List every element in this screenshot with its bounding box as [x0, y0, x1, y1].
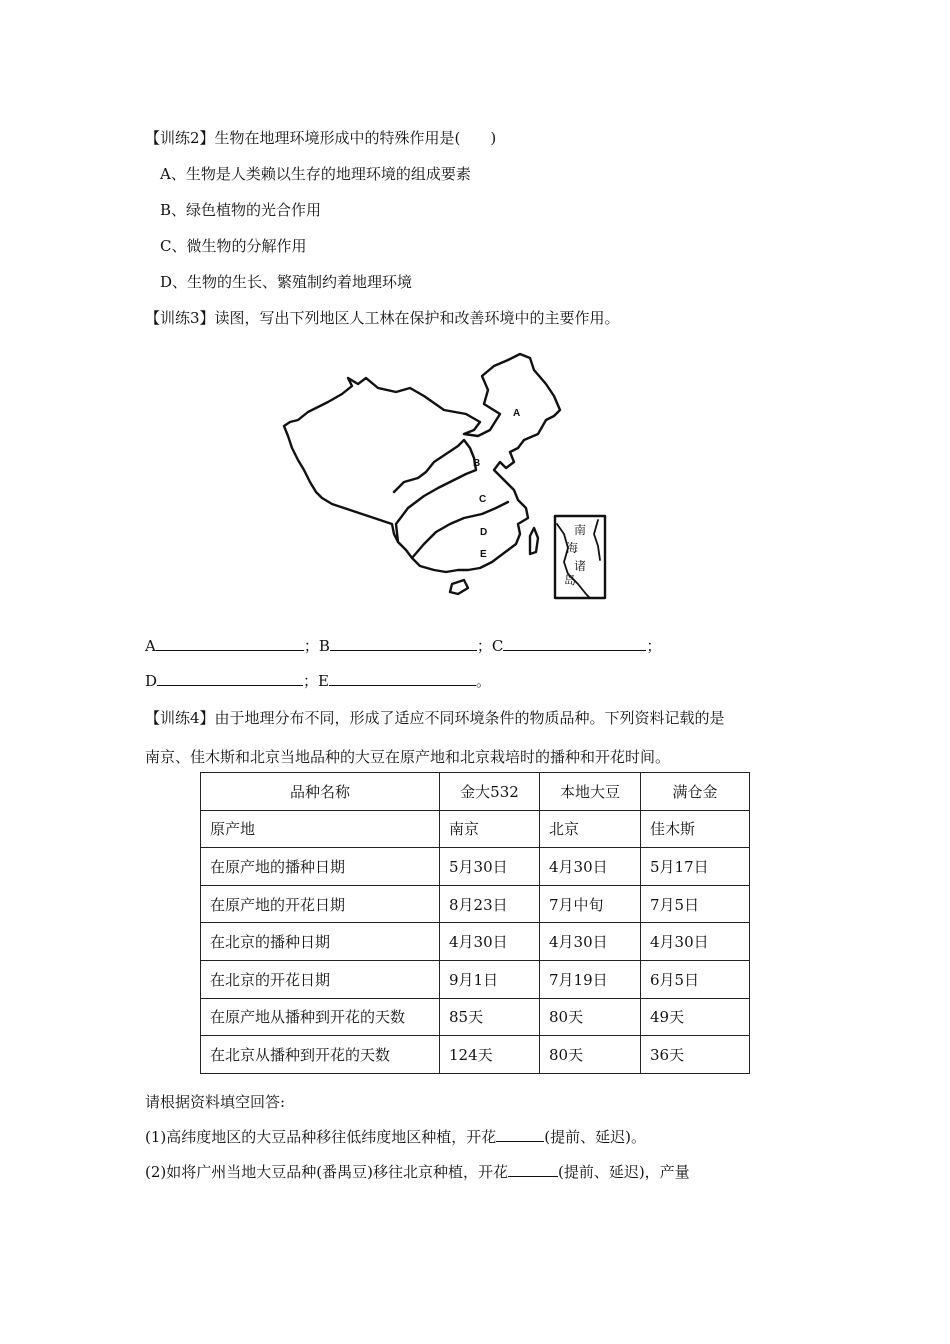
map-label-c: C: [479, 494, 487, 505]
q2-option-d: D、生物的生长、繁殖制约着地理环境: [160, 273, 413, 291]
map-label-b: B: [473, 458, 481, 469]
answer-b-blank[interactable]: [330, 636, 477, 651]
answer-c-end: ；: [646, 637, 662, 655]
q4-intro-line-2: 南京、佳木斯和北京当地品种的大豆在原产地和北京栽培时的播种和开花时间。: [145, 748, 671, 766]
table-cell: 原产地: [201, 810, 440, 848]
q2-question: [145, 127, 496, 148]
table-row: [201, 998, 750, 1036]
china-outline: [284, 354, 560, 572]
inset-coast-east: [594, 520, 600, 560]
table-cell: 在北京的播种日期: [201, 923, 440, 961]
header-cell: 金大532: [440, 773, 540, 811]
inset-char-2: 海: [566, 541, 579, 555]
table-cell: 6月5日: [641, 960, 750, 998]
q2-option-c: C、微生物的分解作用: [160, 237, 307, 255]
table-cell: 在原产地的播种日期: [201, 848, 440, 886]
sub1-choices: (提前、延迟)。: [544, 1128, 646, 1146]
answer-d-blank[interactable]: [157, 671, 303, 686]
china-map: [268, 348, 613, 604]
table-cell: 4月30日: [440, 923, 540, 961]
sub2-blank[interactable]: [508, 1162, 558, 1177]
table-row: [201, 923, 750, 961]
table-cell: 北京: [540, 810, 641, 848]
q2-option-a: A、生物是人类赖以生存的地理环境的组成要素: [160, 165, 471, 183]
table-cell: 4月30日: [641, 923, 750, 961]
q4-sub-question-2: [145, 1161, 690, 1182]
map-label-d: D: [480, 527, 488, 538]
sub2-text: (2)如将广州当地大豆品种(番禺豆)移往北京种植，开花: [145, 1163, 508, 1181]
sub1-text: (1)高纬度地区的大豆品种移往低纬度地区种植，开花: [145, 1128, 497, 1146]
answer-c-label: ；C: [476, 637, 504, 655]
table-cell: 南京: [440, 810, 540, 848]
taiwan-island: [530, 528, 538, 554]
header-cell: 满仓金: [641, 773, 750, 811]
table-header-row: [201, 773, 750, 811]
table-cell: 在原产地从播种到开花的天数: [201, 998, 440, 1036]
table-cell: 9月1日: [440, 960, 540, 998]
table-cell: 7月19日: [540, 960, 641, 998]
table-cell: 在北京的开花日期: [201, 960, 440, 998]
table-cell: 80天: [540, 998, 641, 1036]
table-cell: 5月17日: [641, 848, 750, 886]
answer-a-blank[interactable]: [156, 636, 304, 651]
answer-d-label: D: [145, 672, 158, 690]
q2-option-b: B、绿色植物的光合作用: [160, 201, 322, 219]
map-label-e: E: [480, 549, 487, 560]
table-row: [201, 848, 750, 886]
table-cell: 85天: [440, 998, 540, 1036]
table-cell: 在原产地的开花日期: [201, 885, 440, 923]
table-cell: 4月30日: [540, 923, 641, 961]
q3-question: 【训练3】读图，写出下列地区人工林在保护和改善环境中的主要作用。: [145, 309, 620, 327]
answer-c-blank[interactable]: [503, 636, 646, 651]
q4-sub-question-1: [145, 1126, 646, 1147]
header-cell: 本地大豆: [540, 773, 641, 811]
table-cell: 36天: [641, 1036, 750, 1074]
sub2-choices: (提前、延迟)，产量: [557, 1163, 690, 1181]
table-cell: 在北京从播种到开花的天数: [201, 1036, 440, 1074]
answer-e-label: ；E: [303, 672, 329, 690]
q4-intro-line-1: 【训练4】由于地理分布不同，形成了适应不同环境条件的物质品种。下列资料记载的是: [145, 709, 725, 727]
inset-char-3: 诸: [574, 559, 587, 573]
q4-prompt: 请根据资料填空回答:: [145, 1093, 286, 1111]
inset-char-4: 岛: [564, 573, 577, 587]
table-cell: 佳木斯: [641, 810, 750, 848]
table-cell: 124天: [440, 1036, 540, 1074]
header-cell: 品种名称: [201, 773, 440, 811]
q2-question-text: 【训练2】生物在地理环境形成中的特殊作用是( ): [145, 129, 497, 147]
table-cell: 7月5日: [641, 885, 750, 923]
answer-b-label: ；B: [303, 637, 330, 655]
soybean-table: [200, 772, 750, 1074]
q3-answer-row-1: [145, 635, 661, 656]
inset-char-1: 南: [574, 523, 587, 537]
table-cell: 7月中旬: [540, 885, 641, 923]
table-row: [201, 1036, 750, 1074]
answer-e-end: 。: [475, 672, 491, 690]
table-cell: 4月30日: [540, 848, 641, 886]
sub1-blank[interactable]: [496, 1127, 544, 1142]
map-label-a: A: [513, 408, 521, 419]
table-row: [201, 885, 750, 923]
answer-a-label: A: [145, 637, 156, 655]
hainan-island: [450, 580, 468, 594]
table-cell: 5月30日: [440, 848, 540, 886]
answer-e-blank[interactable]: [329, 671, 476, 686]
inner-boundary-north: [394, 440, 476, 542]
inner-boundary-south: [412, 502, 508, 558]
q3-answer-row-2: [145, 670, 491, 691]
table-row: [201, 810, 750, 848]
table-cell: 80天: [540, 1036, 641, 1074]
table-row: [201, 960, 750, 998]
table-cell: 8月23日: [440, 885, 540, 923]
table-cell: 49天: [641, 998, 750, 1036]
